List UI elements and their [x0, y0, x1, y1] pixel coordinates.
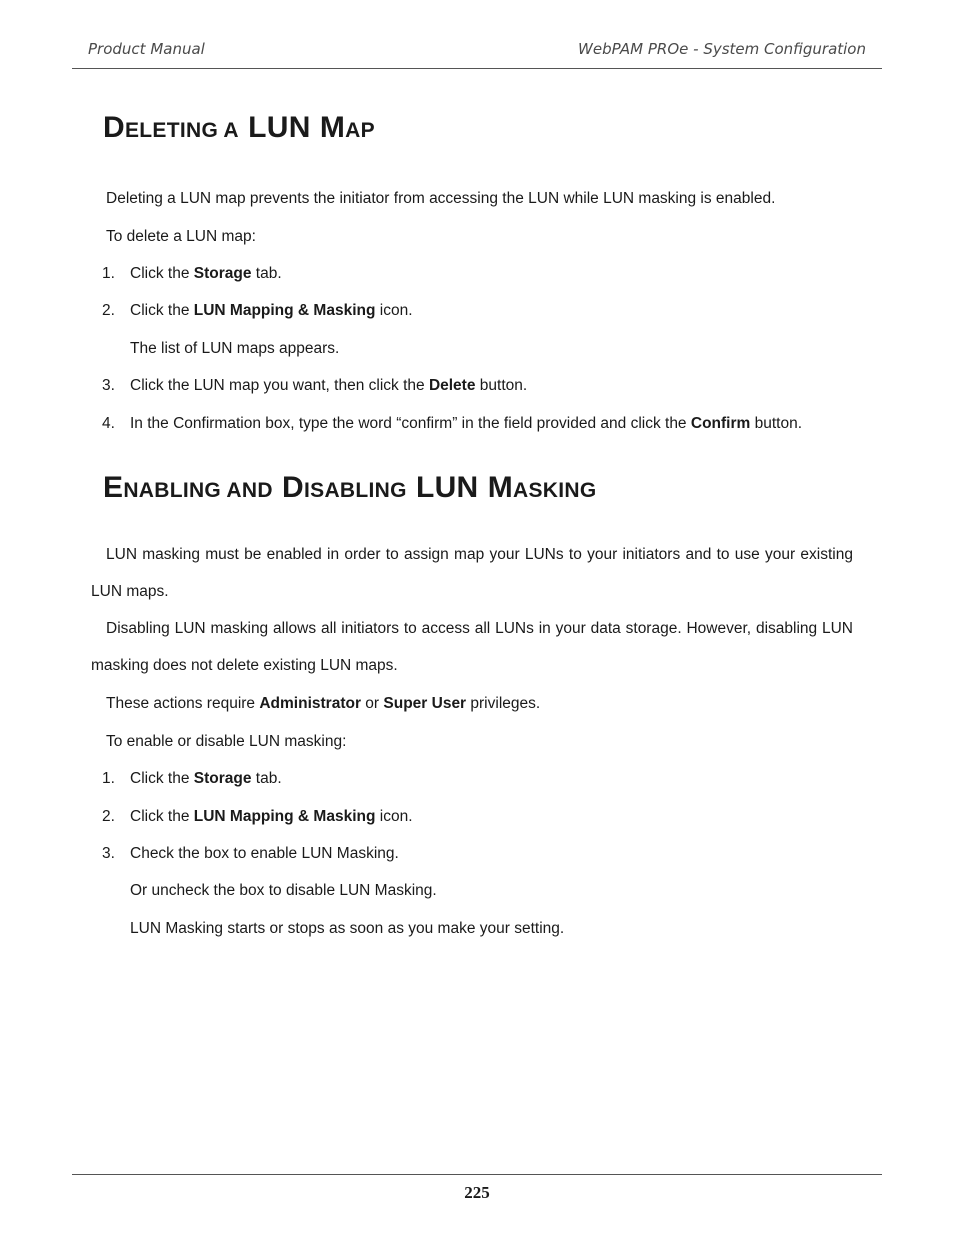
section1-intro: Deleting a LUN map prevents the initiator from accessing the LUN while LUN masking is enabled. — [106, 190, 776, 207]
section2-lead: To enable or disable LUN masking: — [106, 733, 347, 750]
section2-step-3-note-1: Or uncheck the box to disable LUN Masking. — [130, 882, 437, 899]
section2-paragraph-2: Disabling LUN masking allows all initiators to access all LUNs in your data storage. However, disabling LUN masking does not delete existing LUN maps. — [91, 620, 853, 674]
section-title-deleting-lun-map: DELETING A LUN MAP — [103, 111, 375, 144]
chapter-title: WebPAM PROe - System Configuration — [578, 40, 866, 58]
section2-paragraph-1: LUN masking must be enabled in order to assign map your LUNs to your initiators and to use your existing LUN maps. — [91, 546, 853, 600]
page-number: 225 — [464, 1183, 490, 1202]
section2-step-3-note-2: LUN Masking starts or stops as soon as you make your setting. — [130, 920, 565, 937]
section1-lead: To delete a LUN map: — [106, 228, 256, 245]
manual-title: Product Manual — [88, 40, 205, 58]
running-header — [72, 40, 882, 69]
section2-privileges-note: These actions require Administrator or Super User privileges. — [106, 695, 541, 712]
section1-step-2-note: The list of LUN maps appears. — [130, 340, 340, 357]
section-title-enabling-disabling-lun-masking: ENABLING AND DISABLING LUN MASKING — [103, 471, 597, 504]
running-footer — [72, 1174, 882, 1202]
